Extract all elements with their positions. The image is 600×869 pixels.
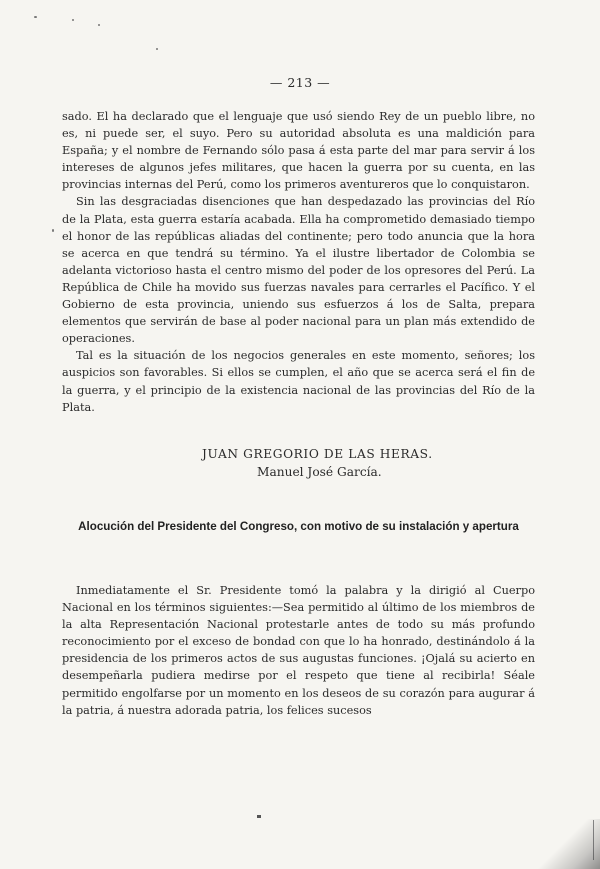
corner-smudge [510, 819, 600, 869]
paper-speck [156, 48, 158, 50]
section-heading: Alocución del Presidente del Congreso, con motivo de su instalación y apertura [78, 520, 519, 533]
paragraph: sado. El ha declarado que el lenguaje que usó siendo Rey de un pueblo libre, no es, ni puede ser, el suyo. Pero su autoridad absoluta es una maldición para España; y el nombre de Fernando sólo pasa á esta parte del mar para servir á los intereses de algunos jefes militares, que hacen la guerra por su cuenta, en las provincias internas del Perú, como los primeros aventureros que lo conquistaron. [62, 110, 535, 192]
signatory-secondary: Manuel José García. [257, 465, 382, 479]
footer-mark [257, 815, 261, 818]
page-number: — 213 — [269, 75, 331, 90]
letter-body [62, 108, 535, 416]
speech-body [62, 582, 535, 719]
paragraph: Sin las desgraciadas disenciones que han despedazado las provincias del Río de la Plata, esta guerra estaría acabada. Ella ha comprometido demasiado tiempo el honor de las repúblicas aliadas del continente; pero todo anuncia que la hora se acerca en que tendrá su término. Ya el ilustre libertador de Colombia se adelanta victorioso hasta el centro mismo del poder de los opresores del Perú. La República de Chile ha movido sus fuerzas navales para cerrarles el Pacífico. Y el Gobierno de esta provincia, uniendo sus esfuerzos á los de Salta, prepara elementos que servirán de base al poder nacional para un plan más extendido de operaciones. [62, 195, 535, 346]
paragraph: Inmediatamente el Sr. Presidente tomó la palabra y la dirigió al Cuerpo Nacional en los términos siguientes:—Sea permitido al último de los miembros de la alta Representación Nacional protestarle antes de todo su más profundo reconocimiento por el exceso de bondad con que lo ha honrado, destinándolo á la presidencia de los primeros actos de sus augustas funciones. ¡Ojalá su acierto en desempeñarla pudiera medirse por el respeto que tiene al recibirla! Séale permitido engolfarse por un momento en los deseos de su corazón para augurar á la patria, á nuestra adorada patria, los felices sucesos [62, 584, 535, 717]
paragraph: Tal es la situación de los negocios generales en este momento, señores; los auspicios son favorables. Si ellos se cumplen, el año que se acerca será el fin de la guerra, y el principio de la existencia nacional de las provincias del Río de la Plata. [62, 349, 535, 414]
paper-speck [34, 16, 37, 18]
paper-speck [98, 24, 100, 26]
paper-speck [52, 229, 54, 232]
paper-speck [72, 19, 74, 21]
signatory-primary: JUAN GREGORIO DE LAS HERAS. [202, 447, 433, 461]
